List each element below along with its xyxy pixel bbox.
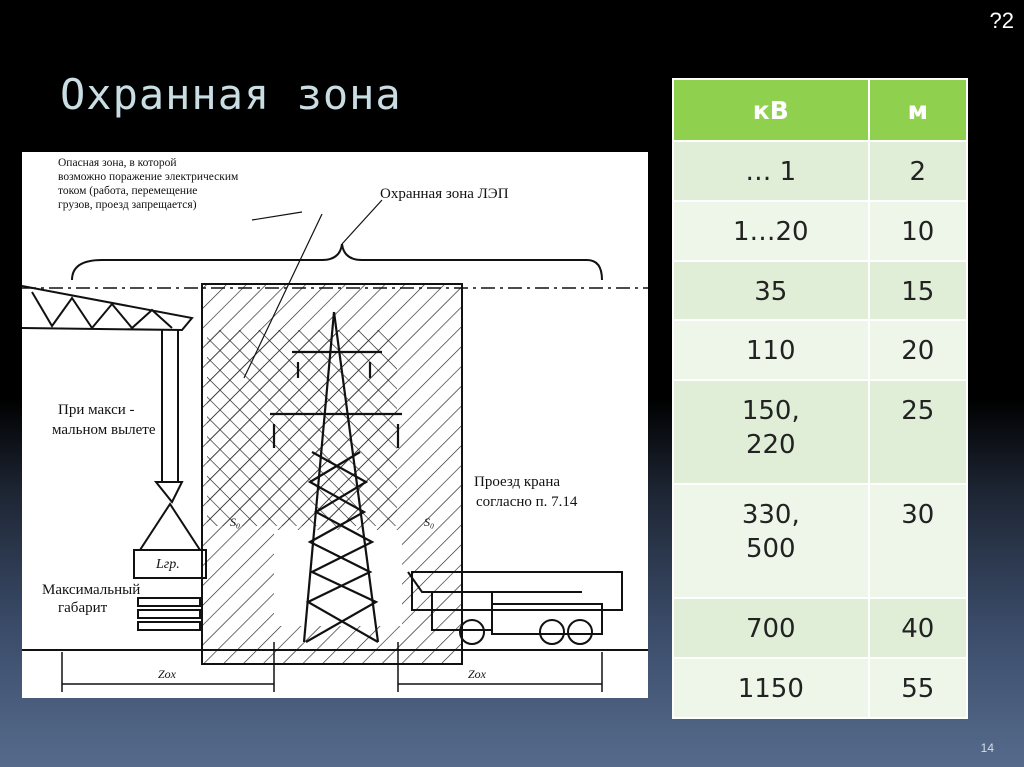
table-cell: 150, 220 [673, 380, 869, 484]
table-row [673, 320, 967, 380]
crane-pass-label: Проезд крана согласно п. 7.14 [474, 474, 578, 510]
zox-left-label: Zox [158, 667, 176, 681]
table-row [673, 201, 967, 261]
table-cell: 55 [869, 658, 967, 718]
zone-brace [72, 244, 602, 280]
table-cell: 700 [673, 598, 869, 658]
table-row [673, 380, 967, 484]
s0-left-label: S₀ [230, 515, 241, 529]
voltage-distance-table [672, 78, 968, 719]
danger-zone-label: Опасная зона, в которой возможно поражение электрическим током (работа, перемещение грузов, проезд запрещается) [58, 157, 239, 211]
diagram-drawing [22, 152, 648, 698]
table-row [673, 598, 967, 658]
table-row [673, 658, 967, 718]
danger-zone-crosshatch [207, 330, 397, 526]
header-m: м [869, 79, 967, 141]
slide-title: Охранная зона [60, 70, 402, 119]
table-cell: 10 [869, 201, 967, 261]
max-reach-label: При макси - мальном вылете [52, 402, 156, 438]
table-cell: … 1 [673, 141, 869, 201]
table-header-row [673, 79, 967, 141]
table-cell: 30 [869, 484, 967, 598]
table-row [673, 261, 967, 321]
slide-number: 14 [980, 741, 994, 755]
table-cell: 25 [869, 380, 967, 484]
table-cell: 330, 500 [673, 484, 869, 598]
protection-zone-label: Охранная зона ЛЭП [380, 186, 509, 202]
s0-right-label: S₀ [424, 515, 435, 529]
table-cell: 2 [869, 141, 967, 201]
header-kv: кВ [673, 79, 869, 141]
table-cell: 40 [869, 598, 967, 658]
table-cell: 1150 [673, 658, 869, 718]
table-cell: 1…20 [673, 201, 869, 261]
table-cell: 110 [673, 320, 869, 380]
max-size-label: Максимальный габарит [42, 582, 141, 616]
table-cell: 35 [673, 261, 869, 321]
table-cell: 20 [869, 320, 967, 380]
protection-zone-diagram [22, 152, 648, 698]
load-label: Lгр. [156, 557, 180, 572]
table-row [673, 484, 967, 598]
corner-badge: ?2 [989, 8, 1014, 33]
table-cell: 15 [869, 261, 967, 321]
zox-right-label: Zox [468, 667, 486, 681]
tower-crane-icon [22, 286, 206, 630]
table-row [673, 141, 967, 201]
